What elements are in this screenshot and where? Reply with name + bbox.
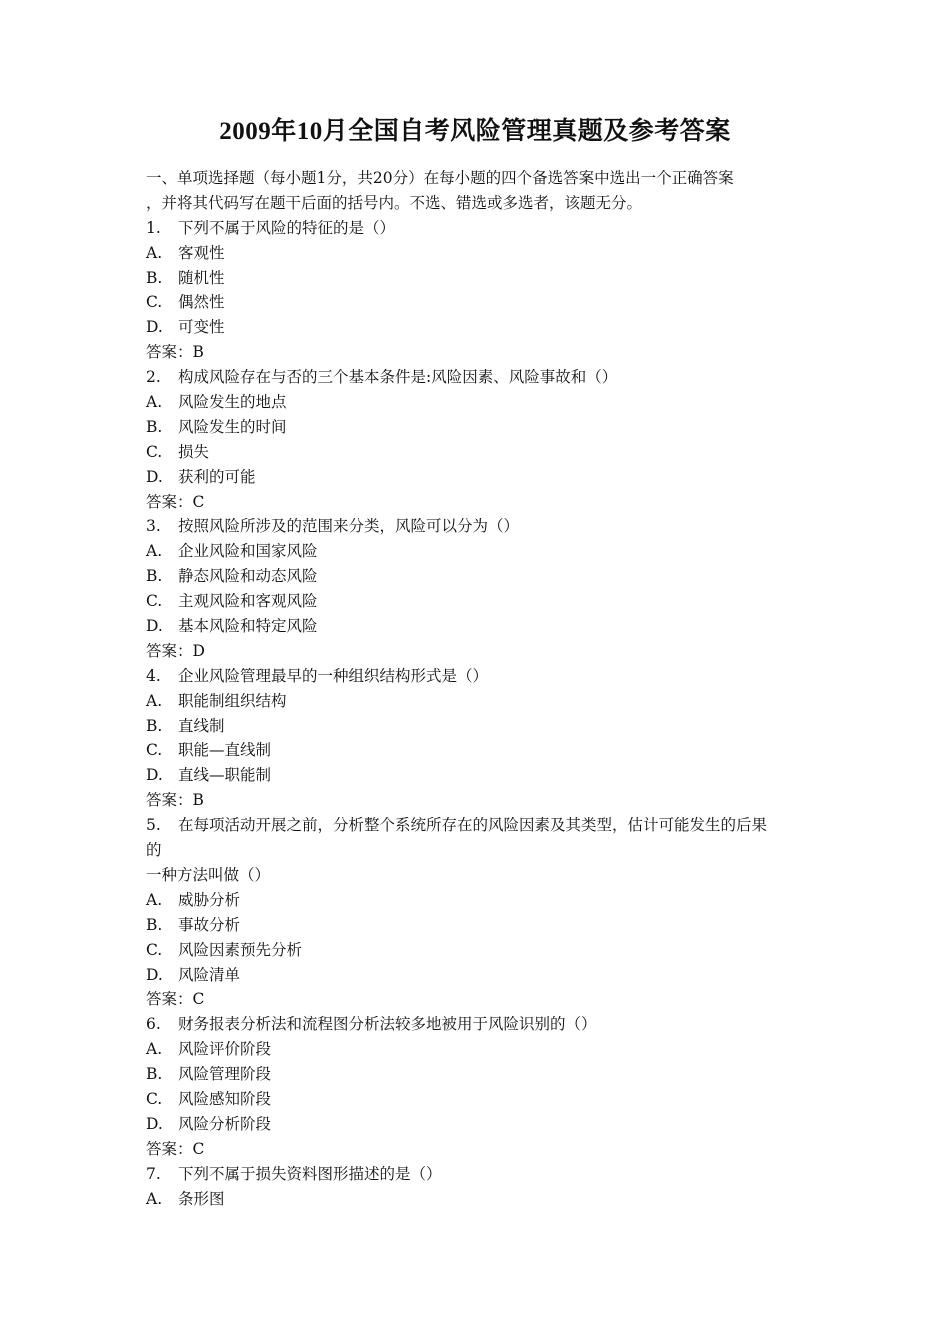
option-text: 风险分析阶段: [178, 1114, 272, 1133]
option-label: D.: [146, 1114, 163, 1133]
option-label: A.: [146, 1189, 163, 1208]
question-number: 7.: [146, 1164, 161, 1183]
page-title: 2009年10月全国自考风险管理真题及参考答案: [219, 118, 731, 145]
question-number: 3.: [146, 517, 161, 536]
question-1-option-d: [146, 315, 816, 340]
question-text: 在每项活动开展之前，分析整个系统所存在的风险因素及其类型，估计可能发生的后果: [178, 816, 768, 835]
question-2-stem: [146, 365, 816, 390]
question-4-option-c: [146, 738, 816, 763]
question-4-answer: 答案：B: [146, 791, 204, 810]
question-3-answer: 答案：D: [146, 641, 205, 660]
question-1-option-c: [146, 290, 816, 315]
option-label: C.: [146, 741, 163, 760]
option-text: 风险因素预先分析: [178, 940, 303, 959]
option-text: 基本风险和特定风险: [178, 617, 318, 636]
option-text: 条形图: [178, 1189, 225, 1208]
option-text: 客观性: [178, 243, 225, 262]
question-6-option-a: [146, 1037, 816, 1062]
option-label: B.: [146, 915, 163, 934]
option-text: 职能制组织结构: [178, 691, 287, 710]
question-2-answer: 答案：C: [146, 492, 205, 511]
option-text: 风险感知阶段: [178, 1089, 272, 1108]
option-text: 职能—直线制: [178, 741, 272, 760]
exam-content: [146, 166, 816, 1211]
question-4-option-b: [146, 714, 816, 739]
option-label: C.: [146, 940, 163, 959]
option-text: 风险发生的时间: [178, 417, 287, 436]
option-text: 威胁分析: [178, 890, 241, 909]
question-5-stem-continuation-1: 的: [146, 841, 162, 860]
option-text: 风险管理阶段: [178, 1065, 272, 1084]
option-text: 随机性: [178, 268, 225, 287]
question-1-answer: 答案：B: [146, 343, 204, 362]
option-label: A.: [146, 393, 163, 412]
question-6-answer: 答案：C: [146, 1139, 205, 1158]
option-label: C.: [146, 1089, 163, 1108]
option-label: C.: [146, 592, 163, 611]
option-label: B.: [146, 417, 163, 436]
question-3-option-c: [146, 589, 816, 614]
option-label: B.: [146, 268, 163, 287]
question-number: 4.: [146, 666, 161, 685]
question-1-option-a: [146, 241, 816, 266]
option-label: D.: [146, 965, 163, 984]
question-3-stem: [146, 514, 816, 539]
question-number: 1.: [146, 218, 161, 237]
question-7-stem: [146, 1162, 816, 1187]
question-5-stem: [146, 813, 816, 838]
question-6-option-b: [146, 1062, 816, 1087]
question-5-option-c: [146, 938, 816, 963]
option-label: A.: [146, 542, 163, 561]
option-label: D.: [146, 617, 163, 636]
option-label: B.: [146, 716, 163, 735]
option-text: 静态风险和动态风险: [178, 567, 318, 586]
option-label: C.: [146, 293, 163, 312]
option-text: 风险发生的地点: [178, 393, 287, 412]
option-text: 损失: [178, 442, 210, 461]
option-label: A.: [146, 691, 163, 710]
question-1-stem: [146, 216, 816, 241]
question-2-option-c: [146, 440, 816, 465]
question-7-option-a: [146, 1187, 816, 1212]
question-5-option-d: [146, 963, 816, 988]
question-3-option-d: [146, 614, 816, 639]
option-text: 获利的可能: [178, 467, 256, 486]
option-label: C.: [146, 442, 163, 461]
option-text: 直线制: [178, 716, 225, 735]
question-3-option-b: [146, 564, 816, 589]
question-text: 构成风险存在与否的三个基本条件是:风险因素、风险事故和（）: [178, 368, 618, 387]
question-6-stem: [146, 1012, 816, 1037]
option-text: 直线—职能制: [178, 766, 272, 785]
option-text: 事故分析: [178, 915, 241, 934]
option-label: A.: [146, 1040, 163, 1059]
option-text: 企业风险和国家风险: [178, 542, 318, 561]
question-text: 按照风险所涉及的范围来分类，风险可以分为（）: [178, 517, 520, 536]
question-5-option-b: [146, 913, 816, 938]
option-text: 风险清单: [178, 965, 241, 984]
question-text: 下列不属于风险的特征的是（）: [178, 218, 396, 237]
question-5-answer: 答案：C: [146, 990, 205, 1009]
question-4-option-d: [146, 763, 816, 788]
option-text: 可变性: [178, 318, 225, 337]
option-label: A.: [146, 243, 163, 262]
section-intro-line-1: 一、单项选择题（每小题1分，共20分）在每小题的四个备选答案中选出一个正确答案: [146, 169, 734, 187]
option-label: D.: [146, 318, 163, 337]
option-label: B.: [146, 567, 163, 586]
question-number: 2.: [146, 368, 161, 387]
question-1-option-b: [146, 266, 816, 291]
option-label: D.: [146, 467, 163, 486]
question-4-stem: [146, 664, 816, 689]
option-label: B.: [146, 1065, 163, 1084]
question-5-stem-continuation-2: 一种方法叫做（）: [146, 865, 271, 884]
section-intro-line-2: ，并将其代码写在题干后面的括号内。不选、错选或多选者，该题无分。: [146, 193, 643, 212]
option-text: 主观风险和客观风险: [178, 592, 318, 611]
question-text: 财务报表分析法和流程图分析法较多地被用于风险识别的（）: [178, 1015, 597, 1034]
question-number: 6.: [146, 1015, 161, 1034]
question-5-option-a: [146, 888, 816, 913]
question-3-option-a: [146, 539, 816, 564]
question-text: 企业风险管理最早的一种组织结构形式是（）: [178, 666, 489, 685]
option-label: D.: [146, 766, 163, 785]
question-number: 5.: [146, 816, 161, 835]
question-2-option-b: [146, 415, 816, 440]
option-label: A.: [146, 890, 163, 909]
question-text: 下列不属于损失资料图形描述的是（）: [178, 1164, 442, 1183]
question-4-option-a: [146, 689, 816, 714]
question-2-option-a: [146, 390, 816, 415]
option-text: 偶然性: [178, 293, 225, 312]
question-6-option-d: [146, 1112, 816, 1137]
question-6-option-c: [146, 1087, 816, 1112]
question-2-option-d: [146, 465, 816, 490]
option-text: 风险评价阶段: [178, 1040, 272, 1059]
